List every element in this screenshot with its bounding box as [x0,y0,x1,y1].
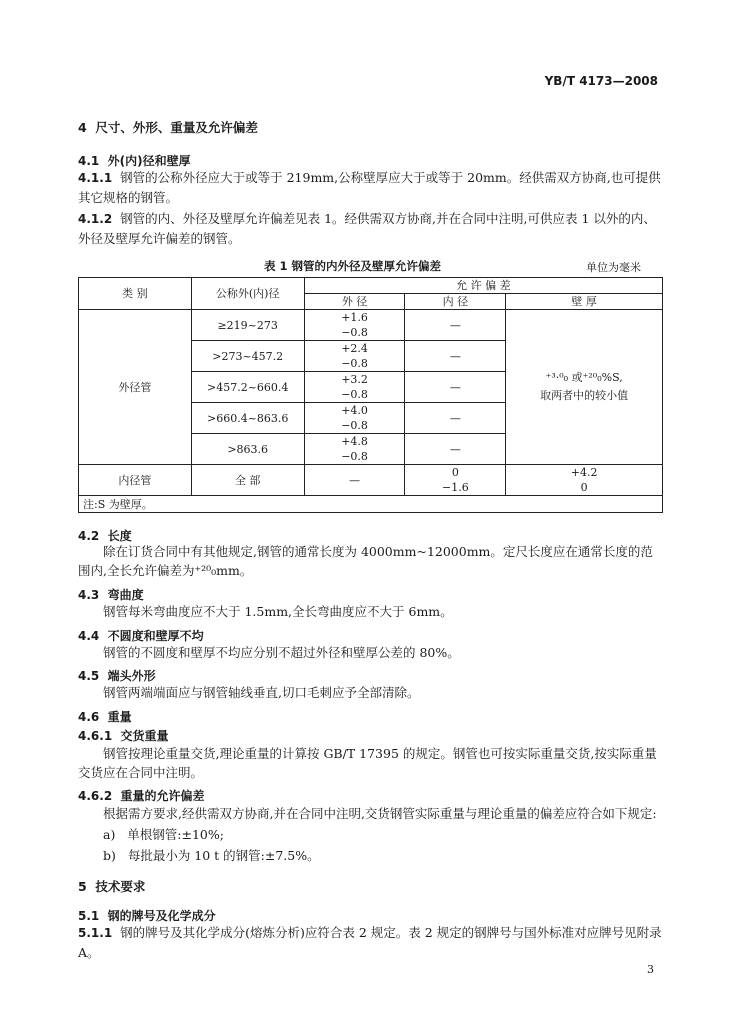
list-item-b [103,846,320,865]
od-plus: +4.8 [341,435,368,448]
id-tolerance-cell: — [405,310,506,341]
section-title: 尺寸、外形、重量及允许偏差 [95,120,258,135]
section-5-1-heading [78,907,216,924]
section-number: 4 [78,120,87,135]
clause-4-1-1 [78,168,664,207]
header-category: 类 别 [79,278,192,310]
section-title: 端头外形 [107,669,156,683]
clause-number: 4.1.2 [78,212,113,226]
od-plus: +3.2 [341,373,368,386]
table-1-caption: 表 1 钢管的内外径及壁厚允许偏差 [264,259,442,273]
list-marker: b) [103,848,116,863]
range-cell: ≥219~273 [191,310,304,341]
section-title: 外(内)径和壁厚 [107,154,191,168]
id-minus: −1.6 [442,481,469,494]
list-text: 单根钢管:±10%; [127,827,224,842]
inner-od-cell: — [304,465,405,496]
range-cell: >273~457.2 [191,341,304,372]
outer-pipe-label: 外径管 [79,310,192,465]
section-number: 4.2 [78,529,100,543]
clause-number: 5.1.1 [78,926,113,940]
section-title: 弯曲度 [107,588,144,602]
id-tolerance-cell: — [405,434,506,465]
table-note: 注:S 为壁厚。 [79,496,663,513]
table-1-unit: 单位为毫米 [586,261,641,274]
range-cell: >863.6 [191,434,304,465]
od-minus: −0.8 [341,357,368,370]
section-number: 4.1 [78,154,100,168]
od-tolerance-cell [304,310,405,341]
section-title: 交货重量 [120,729,169,743]
clause-4-5-text: 钢管两端端面应与钢管轴线垂直,切口毛刺应予全部清除。 [103,685,420,700]
section-number: 5 [78,879,87,894]
standard-code: YB/T 4173—2008 [544,74,658,88]
section-title: 重量 [107,710,132,724]
od-minus: −0.8 [341,388,368,401]
header-tolerance: 允 许 偏 差 [304,278,662,294]
clause-4-6-1-text: 钢管按理论重量交货,理论重量的计算按 GB/T 17395 的规定。钢管也可按实际重量交货,按实际重量交货应在合同中注明。 [78,746,657,780]
section-title: 长度 [107,529,132,543]
od-tolerance-cell [304,434,405,465]
id-tolerance-cell: — [405,403,506,434]
section-number: 4.6.1 [78,729,113,743]
header-nominal: 公称外(内)径 [191,278,304,310]
section-title: 重量的允许偏差 [120,789,205,803]
clause-4-3-text: 钢管每米弯曲度应不大于 1.5mm,全长弯曲度应不大于 6mm。 [103,604,453,619]
section-4-6-2-heading [78,787,205,804]
clause-4-6-2-text: 根据需方要求,经供需双方协商,并在合同中注明,交货钢管实际重量与理论重量的偏差应符合如下规定: [103,806,657,821]
section-number: 4.4 [78,629,100,643]
section-number: 4.6.2 [78,789,113,803]
section-number: 4.3 [78,588,100,602]
od-minus: −0.8 [341,419,368,432]
clause-4-1-2 [78,209,664,248]
section-4-1-heading [78,152,191,169]
table-1 [78,277,663,513]
wall-tolerance-rule: 取两者中的较小值 [540,389,629,402]
list-text: 每批最小为 10 t 的钢管:±7.5%。 [127,848,320,863]
section-title: 钢的牌号及化学成分 [107,909,216,923]
od-plus: +4.0 [341,404,368,417]
section-number: 4.6 [78,710,100,724]
wall-minus: 0 [580,481,588,494]
section-number: 4.5 [78,669,100,683]
section-4-6-1-heading [78,727,169,744]
clause-text: 钢的牌号及其化学成分(熔炼分析)应符合表 2 规定。表 2 规定的钢牌号与国外标准对应牌号见附录 A。 [78,925,662,960]
section-title: 技术要求 [95,879,146,894]
inner-id-cell [405,465,506,496]
inner-wall-cell [506,465,663,496]
clause-4-4-text: 钢管的不圆度和壁厚不均应分别不超过外径和壁厚公差的 80%。 [103,645,460,660]
section-4-3-heading [78,586,144,603]
range-cell: >660.4~863.6 [191,403,304,434]
section-5-heading [78,877,145,895]
list-item-a [103,825,224,844]
section-4-4-heading [78,627,204,644]
inner-pipe-label: 内径管 [79,465,192,496]
clause-number: 4.1.1 [78,171,113,185]
section-4-5-heading [78,667,156,684]
id-plus: 0 [451,466,459,479]
od-tolerance-cell [304,403,405,434]
clause-text: 钢管的公称外径应大于或等于 219mm,公称壁厚应大于或等于 20mm。经供需双方协商,也可提供其它规格的钢管。 [78,170,661,205]
wall-tolerance-cell [506,310,663,465]
range-cell: >457.2~660.4 [191,372,304,403]
od-tolerance-cell [304,341,405,372]
clause-4-2-text: 除在订货合同中有其他规定,钢管的通常长度为 4000mm~12000mm。定尺长度应在通常长度的范围内,全长允许偏差为⁺²⁰₀mm。 [78,544,653,578]
section-4-6-heading [78,708,132,725]
header-wall: 壁 厚 [506,294,663,310]
section-title: 不圆度和壁厚不均 [107,629,204,643]
wall-tolerance-formula: ⁺³·⁰₀ 或⁺²⁰₀%S, [545,371,623,384]
inner-range-cell: 全 部 [191,465,304,496]
wall-plus: +4.2 [570,466,598,479]
page-number: 3 [647,963,654,976]
clause-5-1-1 [78,923,664,962]
section-number: 5.1 [78,909,100,923]
clause-text: 钢管的内、外径及壁厚允许偏差见表 1。经供需双方协商,并在合同中注明,可供应表 1 以外的内、外径及壁厚允许偏差的钢管。 [78,211,656,246]
header-od: 外 径 [304,294,405,310]
od-plus: +2.4 [341,342,368,355]
od-minus: −0.8 [341,326,368,339]
od-minus: −0.8 [341,450,368,463]
od-tolerance-cell [304,372,405,403]
id-tolerance-cell: — [405,341,506,372]
id-tolerance-cell: — [405,372,506,403]
od-plus: +1.6 [341,311,368,324]
header-id: 内 径 [405,294,506,310]
list-marker: a) [103,827,116,842]
section-4-heading [78,118,258,136]
